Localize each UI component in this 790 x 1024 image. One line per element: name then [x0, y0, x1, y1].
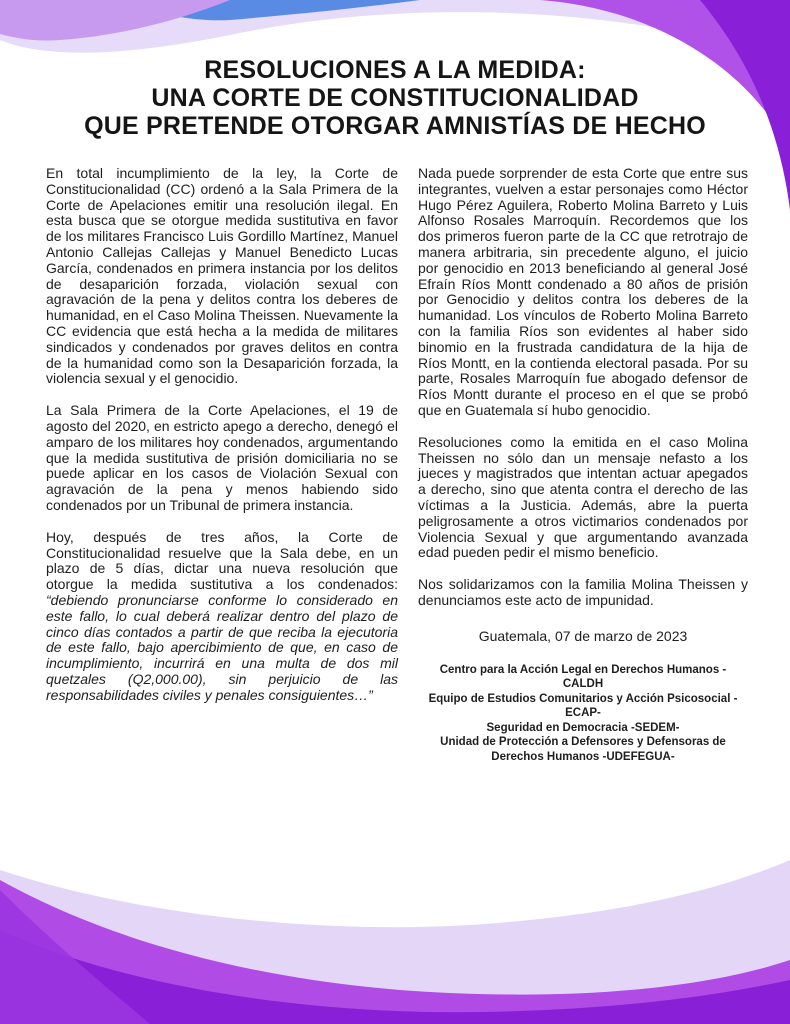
document-date: Guatemala, 07 de marzo de 2023	[478, 627, 688, 644]
left-paragraph-1: En total incumplimiento de la ley, la Corte de Constitucionalidad (CC) ordenó a la Sala Primera de la Corte de Apelaciones emitir una resolución ilegal. En esta busca que se otorgue medida sustitutiva en favor de los militares Francisco Luis Gordillo Martínez, Manuel Antonio Callejas Callejas y Manuel Benedicto Lucas García, condenados en primera instancia por los delitos de desaparición forzada, violación sexual con agravación de la pena y delitos contra los deberes de humanidad, en el Caso Molina Theissen. Nuevamente la CC evidencia que está hecha a la medida de militares sindicados y condenados por graves delitos en contra de la humanidad como son la Desaparición forzada, la violencia sexual y el genocidio.	[46, 165, 398, 387]
signatory-line-1: Centro para la Acción Legal en Derechos Humanos -	[439, 663, 727, 676]
signatory-line-2: CALDH	[562, 678, 604, 691]
title-line-3: QUE PRETENDE OTORGAR AMNISTÍAS DE HECHO	[84, 112, 706, 140]
right-paragraph-1: Nada puede sorprender de esta Corte que entre sus integrantes, vuelven a estar personajes como Héctor Hugo Pérez Aguilera, Roberto Molina Barreto y Luis Alfonso Rosales Marroquín. Recordemos que los dos primeros fueron parte de la CC que retrotrajo de manera arbitraria, sin precedente alguno, el juicio por genocidio en 2013 beneficiando al general José Efraín Ríos Montt condenado a 80 años de prisión por Genocidio y delitos contra los deberes de la humanidad. Los vínculos de Roberto Molina Barreto con la familia Ríos son evidentes al haber sido binomio en la frustrada candidatura de la hija de Ríos Montt, en la contienda electoral pasada. Por su parte, Rosales Marroquín fue abogado defensor de Ríos Montt durante el proceso en el que se probó que en Guatemala sí hubo genocidio.	[418, 165, 748, 418]
left-paragraph-3	[46, 530, 398, 704]
left-paragraph-2: La Sala Primera de la Corte Apelaciones, el 19 de agosto del 2020, en estricto apego a derecho, denegó el amparo de los militares hoy condenados, argumentando que la medida sustitutiva de prisión domiciliaria no se puede aplicar en los casos de Violación Sexual con agravación de la pena y menos habiendo sido condenados por un Tribunal de primera instancia.	[46, 402, 398, 513]
signatory-line-3: Equipo de Estudios Comunitarios y Acción Psicosocial -	[428, 692, 738, 705]
title-line-2: UNA CORTE DE CONSTITUCIONALIDAD	[151, 84, 639, 112]
document-title	[0, 56, 790, 140]
signatory-line-6: Unidad de Protección a Defensores y Defensoras de	[440, 736, 726, 749]
signatory-line-7: Derechos Humanos -UDEFEGUA-	[491, 750, 675, 763]
right-paragraph-2: Resoluciones como la emitida en el caso Molina Theissen no sólo dan un mensaje nefasto a los jueces y magistrados que intentan actuar apegados a derecho, sino que atenta contra el derecho de las víctimas a la Justicia. Además, abre la puerta peligrosamente a otros victimarios condenados por Violencia Sexual y que argumentando avanzada edad pueden pedir el mismo beneficio.	[418, 433, 748, 561]
right-paragraph-3: Nos solidarizamos con la familia Molina Theissen y denunciamos este acto de impunidad.	[418, 576, 748, 608]
right-column	[418, 166, 748, 764]
signatories-block	[418, 663, 748, 765]
signatory-line-4: ECAP-	[565, 707, 601, 720]
left-paragraph-3-intro: Hoy, después de tres años, la Corte de Constitucionalidad resuelve que la Sala debe, en un plazo de 5 días, dictar una nueva resolución que otorgue la medida sustitutiva a los condenados:	[46, 528, 398, 593]
signatory-line-5: Seguridad en Democracia -SEDEM-	[486, 721, 680, 734]
title-line-1: RESOLUCIONES A LA MEDIDA:	[204, 56, 586, 84]
court-ruling-quote: “debiendo pronunciarse conforme lo considerado en este fallo, lo cual deberá realizar dentro del plazo de cinco días contados a partir de que reciba la ejecutoria de este fallo, bajo apercibimiento de que, en caso de incumplimiento, incurrirá en una multa de dos mil quetzales (Q2,000.00), sin perjuicio de las responsabilidades civiles y penales consiguientes…”	[46, 591, 398, 703]
left-column	[46, 166, 398, 720]
